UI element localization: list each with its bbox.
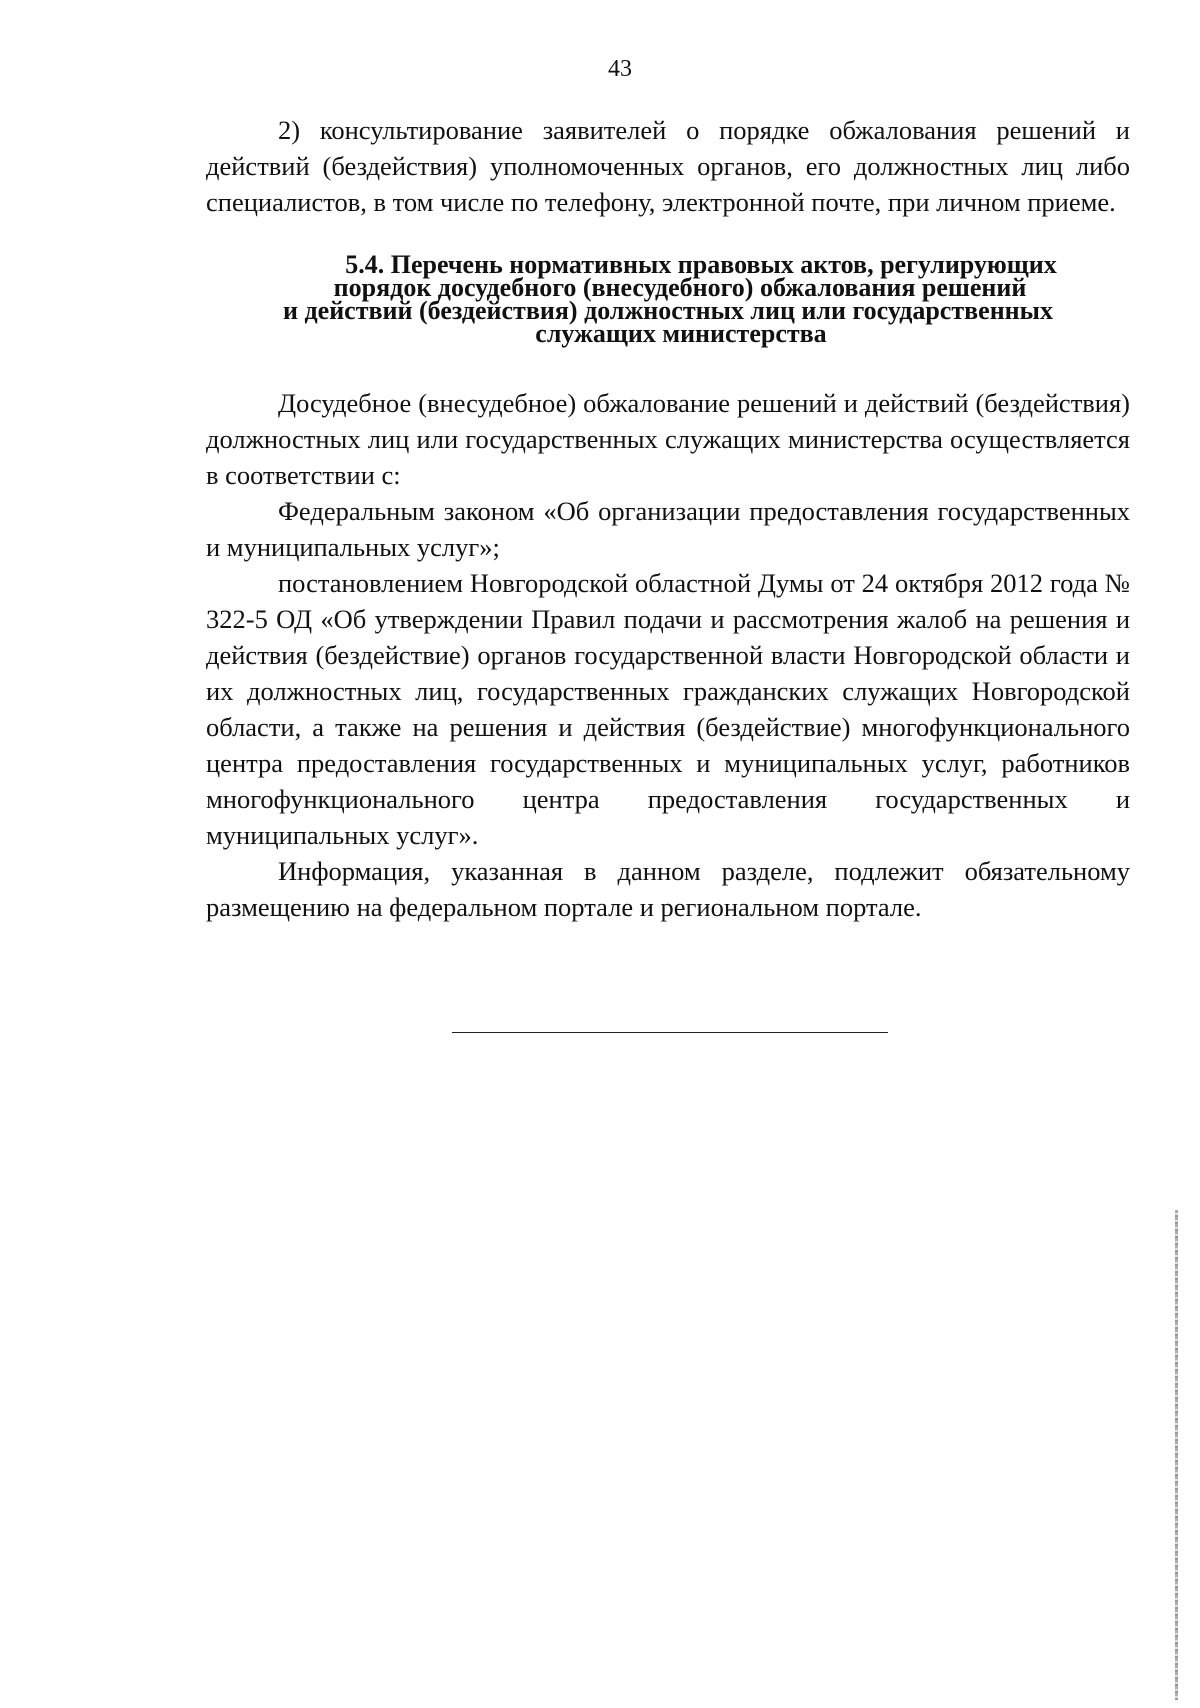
paragraph-publication-note: Информация, указанная в данном разделе, подлежит обязательному размещению на федеральном портале и региональном портале. [206, 856, 1130, 922]
document-body [206, 112, 1130, 925]
section-heading-line: и действий (бездействия) должностных лиц или государственных [283, 296, 1053, 325]
intro-paragraph: 2) консультирование заявителей о порядке обжалования решений и действий (бездействия) уполномоченных органов, его должностных лиц либо специалистов, в том числе по телефону, электронной почте, при личном приеме. [206, 115, 1130, 217]
page-number: 43 [608, 56, 632, 82]
scan-edge-artifact [1175, 1210, 1178, 1700]
paragraph-regional-resolution: постановлением Новгородской областной Думы от 24 октября 2012 года № 322-5 ОД «Об утверждении Правил подачи и рассмотрения жалоб на решения и действия (бездействие) органов государственной власти Новгородской области и их должностных лиц, государственных гражданских служащих Новгородской области, а также на решения и действия (бездействие) многофункционального центра предоставления государственных и муниципальных услуг, работников многофункционального центра предоставления государственных и муниципальных услуг». [206, 568, 1130, 850]
section-heading [206, 250, 1130, 348]
end-of-section-divider [452, 1032, 888, 1033]
section-heading-line: 5.4. Перечень нормативных правовых актов, регулирующих [345, 250, 1057, 279]
paragraph-legal-basis: Досудебное (внесудебное) обжалование решений и действий (бездействия) должностных лиц или государственных служащих министерства осуществляется в соответствии с: [206, 388, 1130, 490]
section-heading-line: служащих министерства [535, 319, 827, 348]
section-heading-line: порядок досудебного (внесудебного) обжалования решений [333, 273, 1027, 302]
paragraph-federal-law: Федеральным законом «Об организации предоставления государственных и муниципальных услуг»; [206, 496, 1130, 562]
